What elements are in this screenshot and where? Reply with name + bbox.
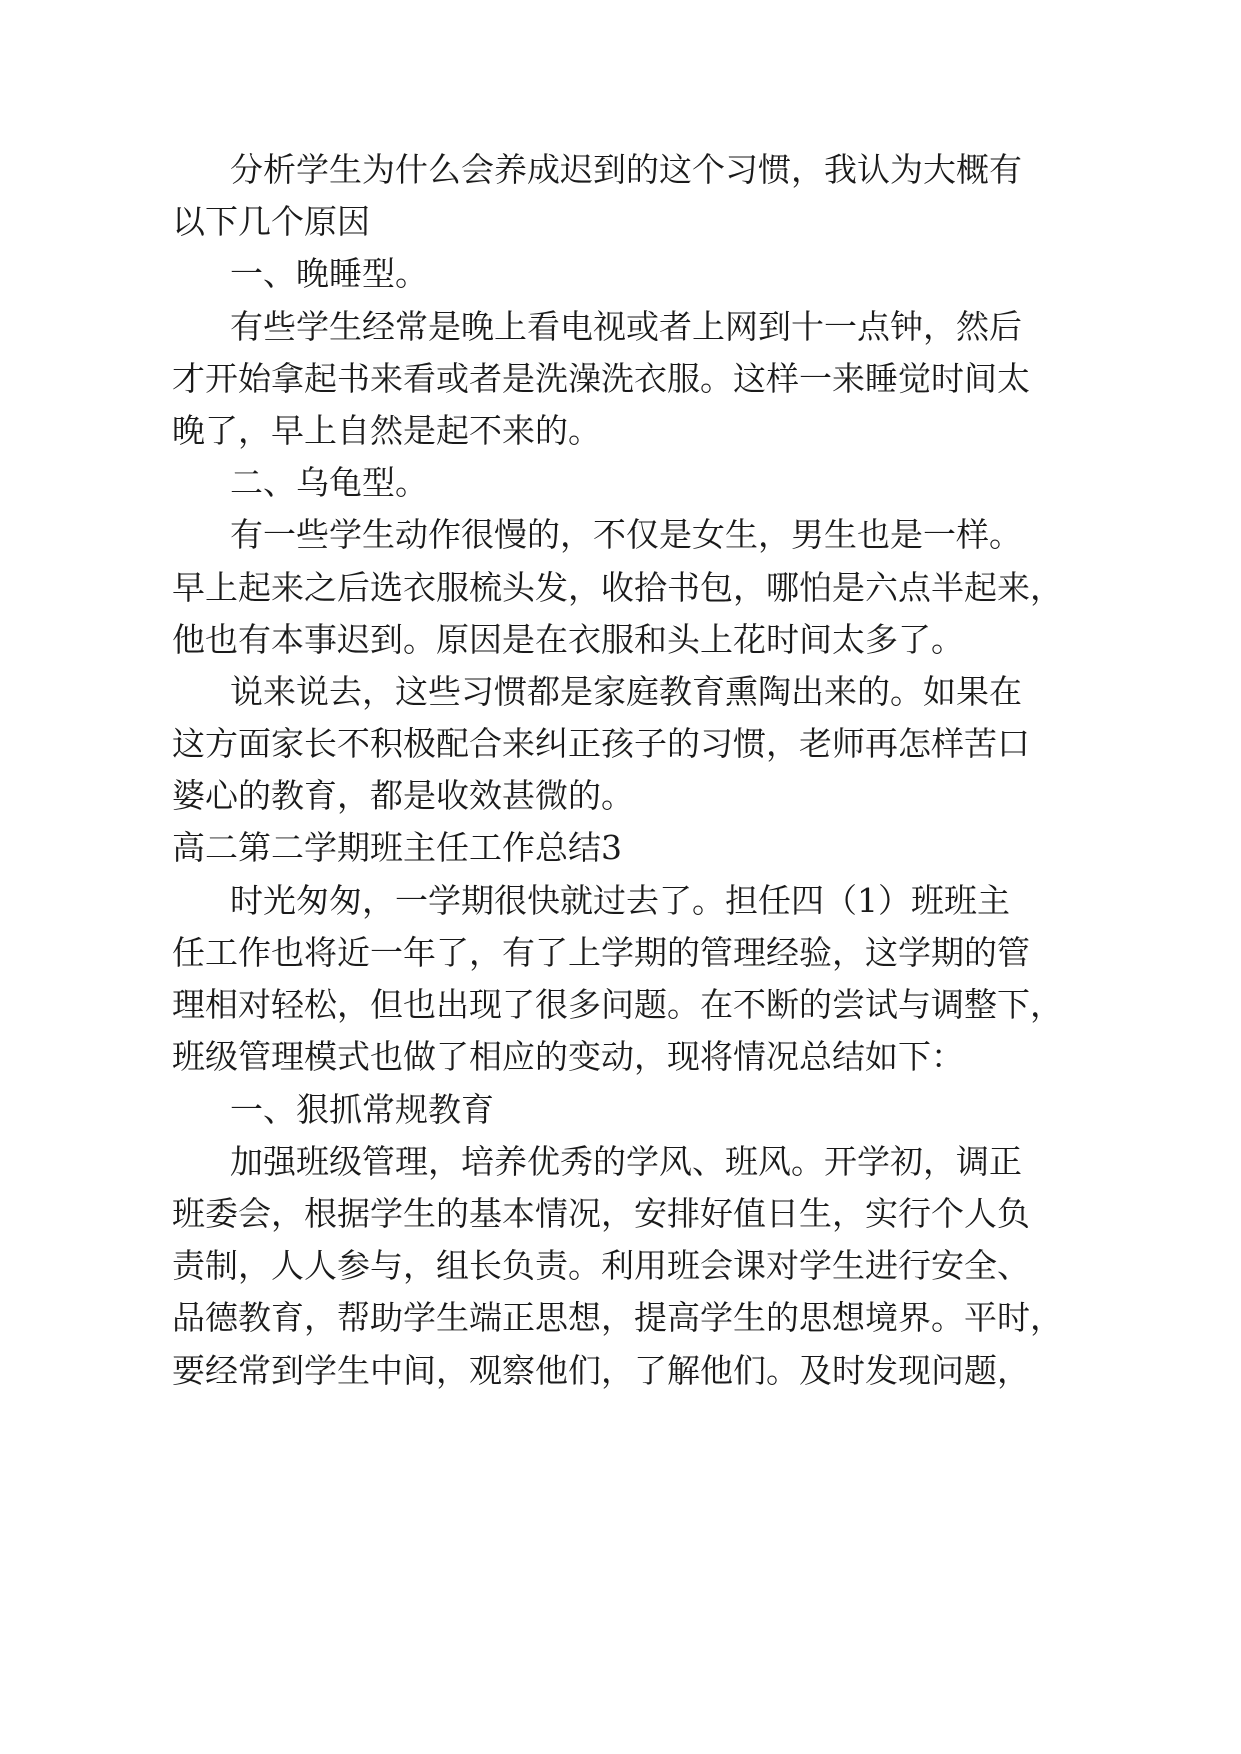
text-line: 以下几个原因 [172, 202, 370, 241]
text-line: 有一些学生动作很慢的，不仅是女生，男生也是一样。 [230, 515, 1022, 554]
text-line: 他也有本事迟到。原因是在衣服和头上花时间太多了。 [172, 620, 964, 659]
text-line: 要经常到学生中间，观察他们，了解他们。及时发现问题， [172, 1351, 1030, 1390]
text-line: 责制，人人参与，组长负责。利用班会课对学生进行安全、 [172, 1246, 1030, 1285]
text-line: 班委会，根据学生的基本情况，安排好值日生，实行个人负 [172, 1194, 1030, 1233]
text-line: 分析学生为什么会养成迟到的这个习惯，我认为大概有 [230, 150, 1022, 189]
text-line: 任工作也将近一年了，有了上学期的管理经验，这学期的管 [172, 933, 1030, 972]
section-heading: 二、乌龟型。 [230, 463, 428, 502]
text-line: 有些学生经常是晚上看电视或者上网到十一点钟，然后 [230, 307, 1022, 346]
section-heading: 一、晚睡型。 [230, 254, 428, 293]
text-line: 时光匆匆，一学期很快就过去了。担任四（1）班班主 [230, 881, 1010, 920]
text-line: 加强班级管理，培养优秀的学风、班风。开学初，调正 [230, 1142, 1022, 1181]
text-line: 晚了，早上自然是起不来的。 [172, 411, 601, 450]
text-line: 早上起来之后选衣服梳头发，收拾书包，哪怕是六点半起来， [172, 568, 1063, 607]
text-line: 才开始拿起书来看或者是洗澡洗衣服。这样一来睡觉时间太 [172, 359, 1030, 398]
text-line: 品德教育，帮助学生端正思想，提高学生的思想境界。平时， [172, 1298, 1063, 1337]
text-line: 说来说去，这些习惯都是家庭教育熏陶出来的。如果在 [230, 672, 1022, 711]
section-heading: 一、狠抓常规教育 [230, 1090, 494, 1129]
text-line: 这方面家长不积极配合来纠正孩子的习惯，老师再怎样苦口 [172, 724, 1030, 763]
text-line: 班级管理模式也做了相应的变动，现将情况总结如下： [172, 1037, 964, 1076]
text-line: 婆心的教育，都是收效甚微的。 [172, 776, 634, 815]
document-title: 高二第二学期班主任工作总结3 [172, 828, 622, 867]
text-line: 理相对轻松，但也出现了很多问题。在不断的尝试与调整下， [172, 985, 1063, 1024]
